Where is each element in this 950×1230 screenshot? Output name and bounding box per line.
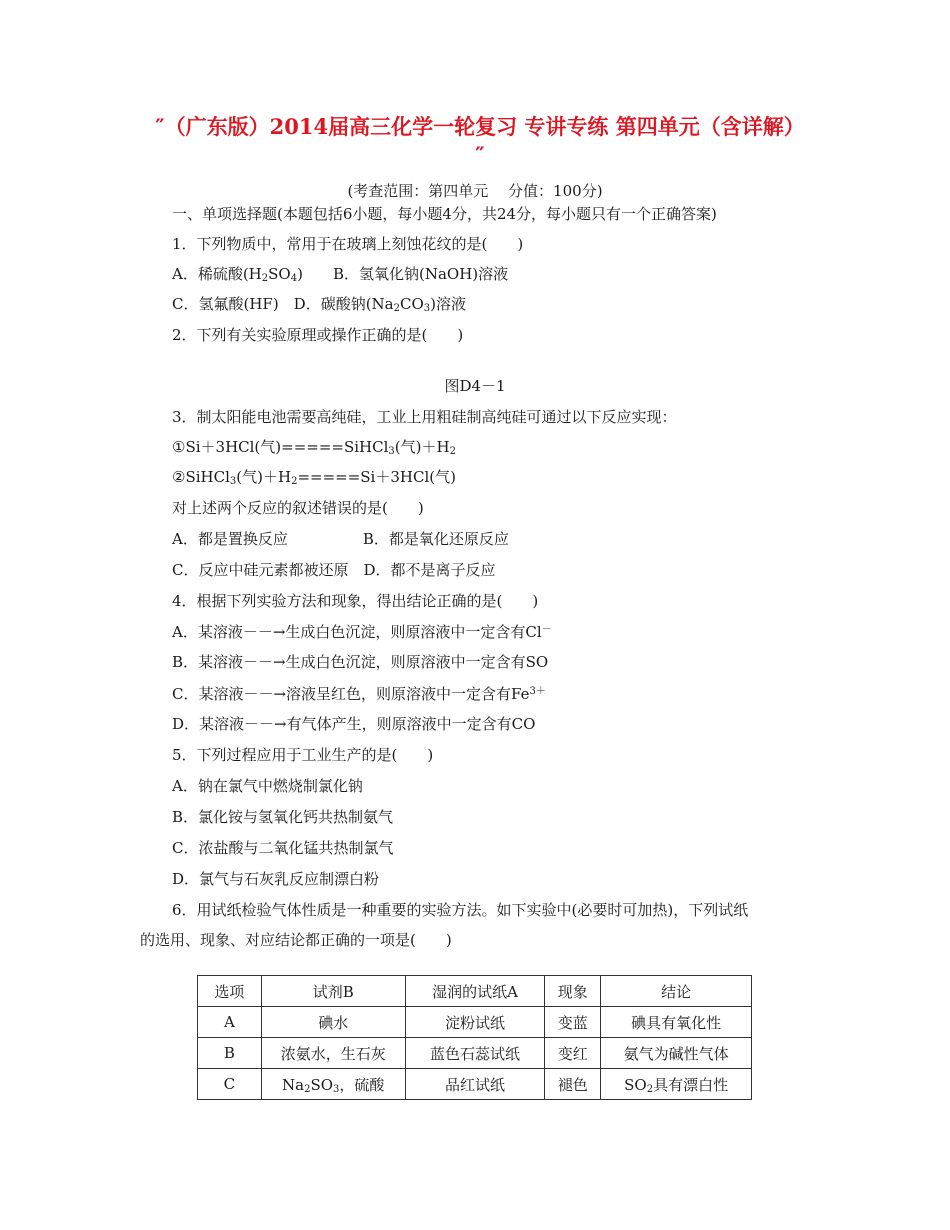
q6-stem-line2: 的选用、现象、对应结论都正确的一项是( ) (140, 931, 452, 949)
q4-option-c: C．某溶液－－→溶液呈红色，则原溶液中一定含有$Fe^{3+}$ (172, 685, 546, 703)
table-header-cell: 湿润的试纸A (405, 976, 545, 1007)
figure-caption: 图D4－1 (444, 377, 506, 395)
table-cell: A (198, 1007, 262, 1038)
table-header-cell: 现象 (545, 976, 601, 1007)
q1-stem: 1．下列物质中，常用于在玻璃上刻蚀花纹的是( ) (172, 235, 524, 253)
q4-option-a: A．某溶液－－→生成白色沉淀，则原溶液中一定含有Cl－ (172, 623, 552, 641)
table-cell: $Na_2SO_3$，硫酸 (261, 1069, 405, 1100)
q1-options-cd: C．氢氟酸(HF) D．碳酸钠$(Na_2CO_3)$溶液 (172, 295, 467, 314)
document-title: ″（广东版）2014届高三化学一轮复习 专讲专练 第四单元（含详解） ″ (155, 114, 805, 167)
table-cell: 氨气为碱性气体 (601, 1038, 752, 1069)
table-cell: 品红试纸 (405, 1069, 545, 1100)
table-cell: C (198, 1069, 262, 1100)
section-heading: 一、单项选择题(本题包括6小题，每小题4分，共24分，每小题只有一个正确答案) (172, 205, 717, 223)
q3-reaction-1: ①Si＋3HCl(气)=====SiHCl$_3$(气)$+H_2$ (172, 438, 456, 457)
q5-option-b: B．氯化铵与氢氧化钙共热制氨气 (172, 808, 394, 826)
q6-stem-line1: 6．用试纸检验气体性质是一种重要的实验方法。如下实验中(必要时可加热)，下列试纸 (172, 901, 749, 919)
table-row (198, 1038, 752, 1069)
table-header-cell: 选项 (198, 976, 262, 1007)
q4-option-d: D．某溶液－－→有气体产生，则原溶液中一定含有CO (172, 715, 536, 733)
table-cell: 蓝色石蕊试纸 (405, 1038, 545, 1069)
table-header-cell: 结论 (601, 976, 752, 1007)
q3-stem: 3．制太阳能电池需要高纯硅，工业上用粗硅制高纯硅可通过以下反应实现： (172, 408, 677, 426)
q5-option-a: A．钠在氯气中燃烧制氯化钠 (172, 777, 363, 795)
q6-table (197, 975, 752, 1100)
table-cell: 褪色 (545, 1069, 601, 1100)
q3-options-ab: A．都是置换反应 B．都是氧化还原反应 (172, 530, 509, 548)
q2-stem: 2．下列有关实验原理或操作正确的是( ) (172, 326, 464, 344)
q4-option-b: B．某溶液－－→生成白色沉淀，则原溶液中一定含有SO (172, 653, 549, 671)
table-row (198, 1007, 752, 1038)
table-cell: 变红 (545, 1038, 601, 1069)
table-cell: 碘水 (261, 1007, 405, 1038)
q3-ask: 对上述两个反应的叙述错误的是( ) (172, 499, 424, 517)
table-cell: 浓氨水，生石灰 (261, 1038, 405, 1069)
table-header-row (198, 976, 752, 1007)
table-row (198, 1069, 752, 1100)
q4-stem: 4．根据下列实验方法和现象，得出结论正确的是( ) (172, 592, 539, 610)
q1-options-ab: A．稀硫酸$(H_2SO_4)$ B．氢氧化钠(NaOH)溶液 (172, 265, 509, 284)
q3-options-cd: C．反应中硅元素都被还原 D．都不是离子反应 (172, 561, 496, 579)
q5-stem: 5．下列过程应用于工业生产的是( ) (172, 746, 434, 764)
table-cell: $SO_2$具有漂白性 (601, 1069, 752, 1100)
table-cell: B (198, 1038, 262, 1069)
table-header-cell: 试剂B (261, 976, 405, 1007)
table-cell: 变蓝 (545, 1007, 601, 1038)
q5-option-c: C．浓盐酸与二氧化锰共热制氯气 (172, 839, 394, 857)
table-cell: 淀粉试纸 (405, 1007, 545, 1038)
table-cell: 碘具有氧化性 (601, 1007, 752, 1038)
exam-scope: (考查范围：第四单元 分值：100分) (347, 182, 603, 200)
q3-reaction-2: ②SiHCl$_3$(气)$+H_2=====Si+3HCl$(气) (172, 468, 456, 487)
q5-option-d: D．氯气与石灰乳反应制漂白粉 (172, 870, 380, 888)
